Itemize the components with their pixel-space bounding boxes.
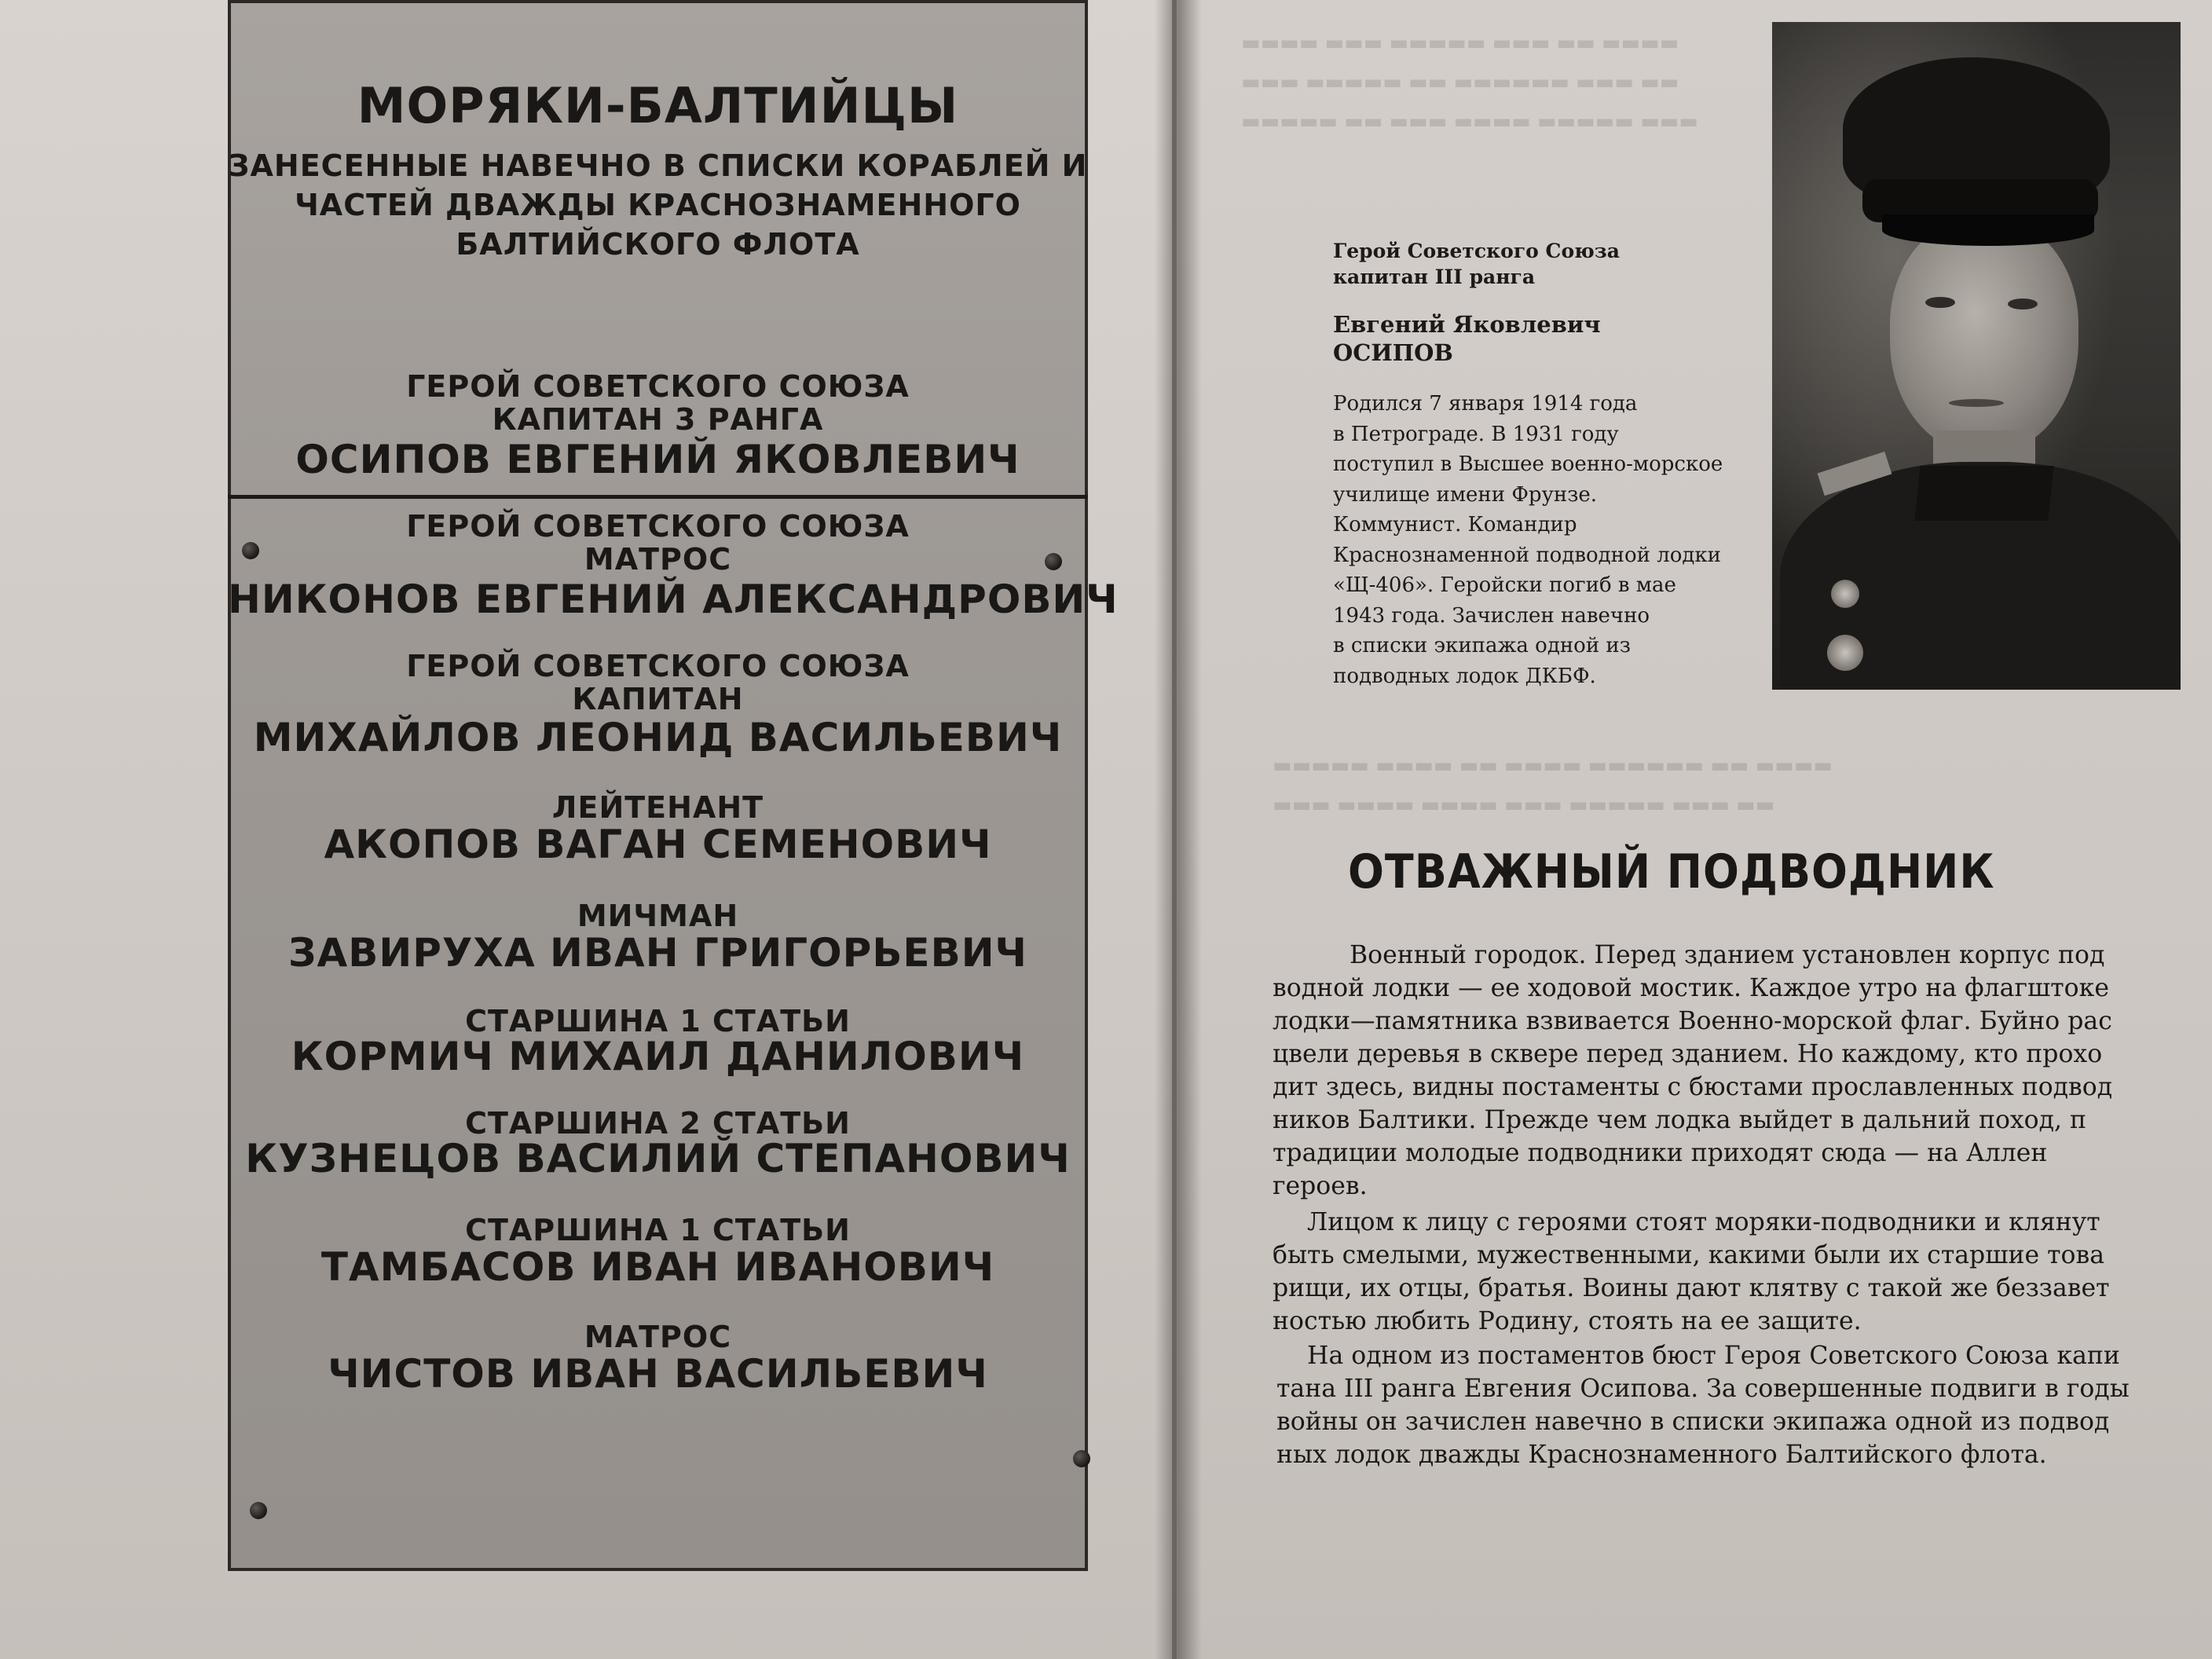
article-line: традиции молодые подводники приходят сюда — на Аллен xyxy=(1273,1139,2048,1167)
article-line: цвели деревья в сквере перед зданием. Но каждому, кто прохо xyxy=(1273,1040,2103,1068)
plaque-divider xyxy=(228,495,1088,499)
caption-bio-line: поступил в Высшее военно-морское xyxy=(1333,452,1723,476)
plaque-name: ОСИПОВ ЕВГЕНИЙ ЯКОВЛЕВИЧ xyxy=(295,437,1020,482)
rivet-icon xyxy=(250,1502,267,1519)
book-spine xyxy=(1172,0,1177,1659)
article-headline: ОТВАЖНЫЙ ПОДВОДНИК xyxy=(1348,844,1995,899)
bleed-through-text: ▬▬▬▬ ▬▬▬ ▬▬▬▬▬ ▬▬▬ ▬▬ ▬▬▬▬ xyxy=(1241,31,1679,55)
memorial-plaque-photo xyxy=(228,0,1119,1571)
caption-bio-line: Коммунист. Командир xyxy=(1333,513,1577,537)
caption-bio-line: в Петрограде. В 1931 году xyxy=(1333,423,1619,446)
article-line: ностью любить Родину, стоять на ее защите. xyxy=(1273,1307,1862,1335)
plaque-rank: КАПИТАН xyxy=(572,682,744,716)
bleed-through-text: ▬▬▬▬▬ ▬▬▬▬ ▬▬ ▬▬▬▬ ▬▬▬▬▬▬ ▬▬ ▬▬▬▬ xyxy=(1273,754,1833,778)
caption-bio-line: «Щ-406». Геройски погиб в мае xyxy=(1333,573,1676,597)
plaque-rank: СТАРШИНА 1 СТАТЬИ xyxy=(465,1213,851,1247)
caption-first-name: Евгений Яковлевич xyxy=(1333,311,1601,338)
article-line: тана III ранга Евгения Осипова. За совершенные подвиги в годы xyxy=(1276,1375,2130,1403)
plaque-name: НИКОНОВ ЕВГЕНИЙ АЛЕКСАНДРОВИЧ xyxy=(228,577,1119,622)
caption-bio-line: в списки экипажа одной из xyxy=(1333,634,1631,657)
plaque-rank: ГЕРОЙ СОВЕТСКОГО СОЮЗА xyxy=(406,509,910,544)
bleed-through-text: ▬▬▬ ▬▬▬▬▬ ▬▬ ▬▬▬▬▬▬ ▬▬▬ ▬▬ xyxy=(1241,71,1679,94)
plaque-rank: МИЧМАН xyxy=(577,899,739,933)
rivet-icon xyxy=(1045,553,1062,570)
caption-bio-line: Родился 7 января 1914 года xyxy=(1333,392,1638,416)
medal-icon xyxy=(1827,635,1863,671)
book-gutter xyxy=(1155,0,1202,1659)
plaque-rank: СТАРШИНА 1 СТАТЬИ xyxy=(465,1004,851,1038)
plaque-rank: ГЕРОЙ СОВЕТСКОГО СОЮЗА xyxy=(406,369,910,404)
medal-icon xyxy=(1831,580,1859,608)
article-line: быть смелыми, мужественными, какими были их старшие това xyxy=(1273,1241,2105,1269)
article-line: рищи, их отцы, братья. Воины дают клятву с такой же беззавет xyxy=(1273,1274,2110,1302)
bleed-through-text: ▬▬▬ ▬▬▬▬ ▬▬▬▬ ▬▬▬ ▬▬▬▬▬ ▬▬▬ ▬▬ xyxy=(1273,793,1775,817)
caption-last-name: ОСИПОВ xyxy=(1333,339,1453,366)
caption-bio-line: Краснознаменной подводной лодки xyxy=(1333,544,1721,567)
plaque-subtitle-line: БАЛТИЙСКОГО ФЛОТА xyxy=(456,227,860,262)
plaque-rank: СТАРШИНА 2 СТАТЬИ xyxy=(465,1106,851,1141)
caption-title: капитан III ранга xyxy=(1333,266,1536,288)
plaque-rank: КАПИТАН 3 РАНГА xyxy=(492,402,824,437)
caption-bio-line: 1943 года. Зачислен навечно xyxy=(1333,604,1650,628)
article-line: Лицом к лицу с героями стоят моряки-подводники и клянут xyxy=(1307,1208,2100,1236)
plaque-name: ТАМБАСОВ ИВАН ИВАНОВИЧ xyxy=(320,1244,995,1290)
plaque-subtitle-line: ЧАСТЕЙ ДВАЖДЫ КРАСНОЗНАМЕННОГО xyxy=(295,188,1021,222)
plaque-name: КОРМИЧ МИХАИЛ ДАНИЛОВИЧ xyxy=(291,1034,1025,1079)
article-line: войны он зачислен навечно в списки экипажа одной из подвод xyxy=(1276,1408,2110,1436)
caption-title: Герой Советского Союза xyxy=(1333,240,1620,262)
article-line: ников Балтики. Прежде чем лодка выйдет в дальний поход, п xyxy=(1273,1106,2087,1134)
plaque-rank: ГЕРОЙ СОВЕТСКОГО СОЮЗА xyxy=(406,649,910,683)
bleed-through-text: ▬▬▬▬▬ ▬▬ ▬▬▬ ▬▬▬▬ ▬▬▬▬▬ ▬▬▬ xyxy=(1241,110,1698,134)
plaque-rank: МАТРОС xyxy=(584,1320,732,1354)
plaque-name: ЧИСТОВ ИВАН ВАСИЛЬЕВИЧ xyxy=(328,1351,988,1397)
plaque-title: МОРЯКИ-БАЛТИЙЦЫ xyxy=(357,77,959,134)
plaque-name: ЗАВИРУХА ИВАН ГРИГОРЬЕВИЧ xyxy=(288,930,1027,976)
article-line: На одном из постаментов бюст Героя Советского Союза капи xyxy=(1307,1342,2120,1370)
plaque-name: АКОПОВ ВАГАН СЕМЕНОВИЧ xyxy=(324,822,992,867)
rivet-icon xyxy=(242,542,259,559)
article-line: водной лодки — ее ходовой мостик. Каждое утро на флагштоке xyxy=(1273,974,2109,1002)
rivet-icon xyxy=(1073,1450,1090,1467)
article-line: героев. xyxy=(1273,1172,1368,1200)
article-line: Военный городок. Перед зданием установлен корпус под xyxy=(1350,941,2105,969)
plaque-name: МИХАЙЛОВ ЛЕОНИД ВАСИЛЬЕВИЧ xyxy=(253,715,1063,760)
caption-bio-line: училище имени Фрунзе. xyxy=(1333,483,1598,507)
article-line: лодки—памятника взвивается Военно-морской флаг. Буйно рас xyxy=(1273,1007,2112,1035)
plaque-rank: ЛЕЙТЕНАНТ xyxy=(551,790,764,825)
plaque-subtitle-line: ЗАНЕСЕННЫЕ НАВЕЧНО В СПИСКИ КОРАБЛЕЙ И xyxy=(228,148,1088,183)
plaque-rank: МАТРОС xyxy=(584,542,732,577)
article-line: дит здесь, видны постаменты с бюстами прославленных подвод xyxy=(1273,1073,2113,1101)
officer-portrait-photo xyxy=(1772,22,2181,690)
caption-bio-line: подводных лодок ДКБФ. xyxy=(1333,665,1596,688)
article-line: ных лодок дважды Краснознаменного Балтийского флота. xyxy=(1276,1441,2047,1469)
plaque-name: КУЗНЕЦОВ ВАСИЛИЙ СТЕПАНОВИЧ xyxy=(245,1136,1071,1181)
